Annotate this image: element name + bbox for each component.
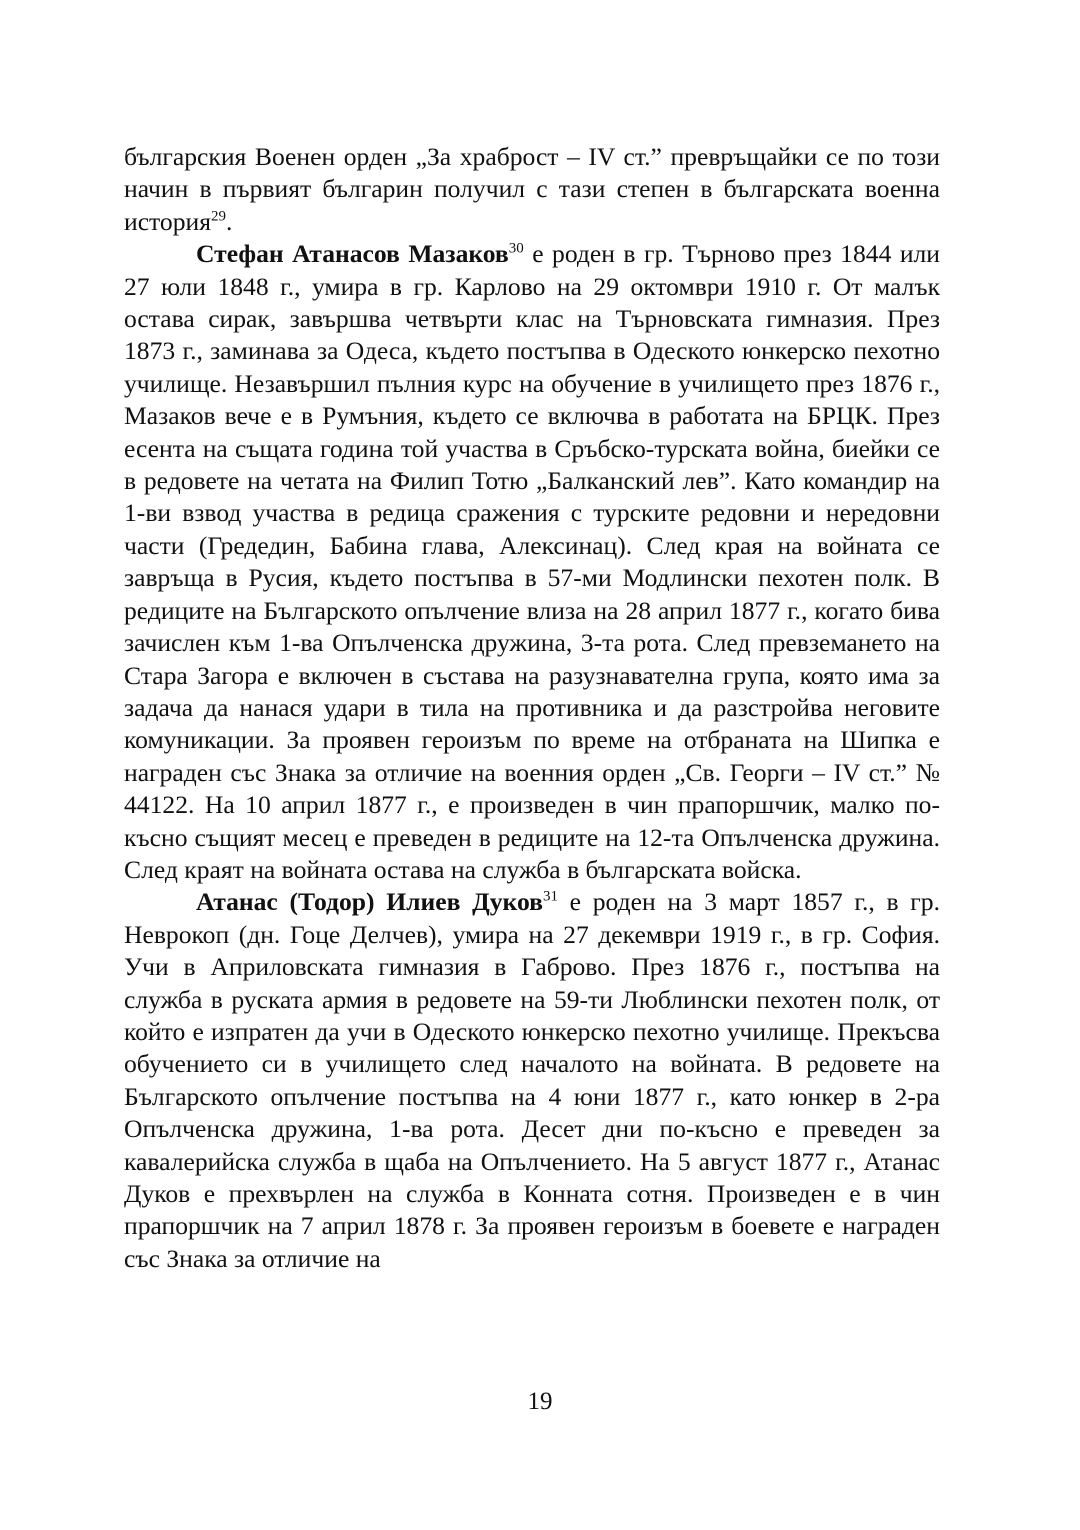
footnote-ref-29: 29: [210, 208, 226, 225]
paragraph-mazakov: [124, 238, 940, 886]
paragraph-dukov: [124, 886, 940, 1275]
footnote-ref-31: 31: [542, 888, 558, 905]
person-name: Стефан Атанасов Мазаков: [196, 239, 509, 269]
paragraph-tail: .: [225, 206, 233, 236]
footnote-ref-30: 30: [508, 240, 524, 257]
person-name: Атанас (Тодор) Илиев Дуков: [196, 887, 543, 917]
paragraph-text: е роден в гр. Търново през 1844 или 27 юли 1848 г., умира в гр. Карлово на 29 октомври 1910 г. От малък остава сирак, завършва четвърти клас на Търновската гимназия. През 1873 г., заминава за Одеса, където постъпва в Одеското юнкерско пехотно училище. Незавършил пълния курс на обучение в училището през 1876 г., Мазаков вече е в Румъния, където се включва в работата на БРЦК. През есента на същата година той участва в Сръбско-турската война, биейки се в редовете на четата на Филип Тотю „Балканский лев”. Като командир на 1-ви взвод участва в редица сражения с турските редовни и нередовни части (Гредедин, Бабина глава, Алексинац). След края на войната се завръща в Русия, където постъпва в 57-ми Модлински пехотен полк. В редиците на Българското опълчение влиза на 28 април 1877 г., когато бива зачислен към 1-ва Опълченска дружина, 3-та рота. След превземането на Стара Загора е включен в състава на разузнавателна група, която има за задача да нанася удари в тила на противника и да разстройва неговите комуникации. За проявен героизъм по време на отбраната на Шипка е награден със Знака за отличие на военния орден „Св. Георги – IV ст.” № 44122. На 10 април 1877 г., е произведен в чин прапоршчик, малко по-късно същият месец е преведен в редиците на 12-та Опълченска дружина. След краят на войната остава на служба в българската войска.: [124, 239, 940, 884]
page-number: 19: [527, 1388, 553, 1415]
body-text: [124, 141, 940, 1275]
paragraph-text: е роден на 3 март 1857 г., в гр. Неврокоп (дн. Гоце Делчев), умира на 27 декември 1919 г., в гр. София. Учи в Априловската гимназия в Габрово. През 1876 г., постъпва на служба в руската армия в редовете на 59-ти Люблински пехотен полк, от който е изпратен да учи в Одеското юнкерско пехотно училище. Прекъсва обучението си в училището след началото на войната. В редовете на Българското опълчение постъпва на 4 юни 1877 г., като юнкер в 2-ра Опълченска дружина, 1-ва рота. Десет дни по-късно е преведен за кавалерийска служба в щаба на Опълчението. На 5 август 1877 г., Атанас Дуков е прехвърлен на служба в Конната сотня. Произведен е в чин прапоршчик на 7 април 1878 г. За проявен героизъм в боевете е награден със Знака за отличие на: [124, 887, 940, 1273]
paragraph-text: българския Военен орден „За храброст – IV ст.” превръщайки се по този начин в първият българин получил с тази степен в българската военна история: [124, 142, 940, 236]
paragraph-continuation: [124, 141, 940, 238]
